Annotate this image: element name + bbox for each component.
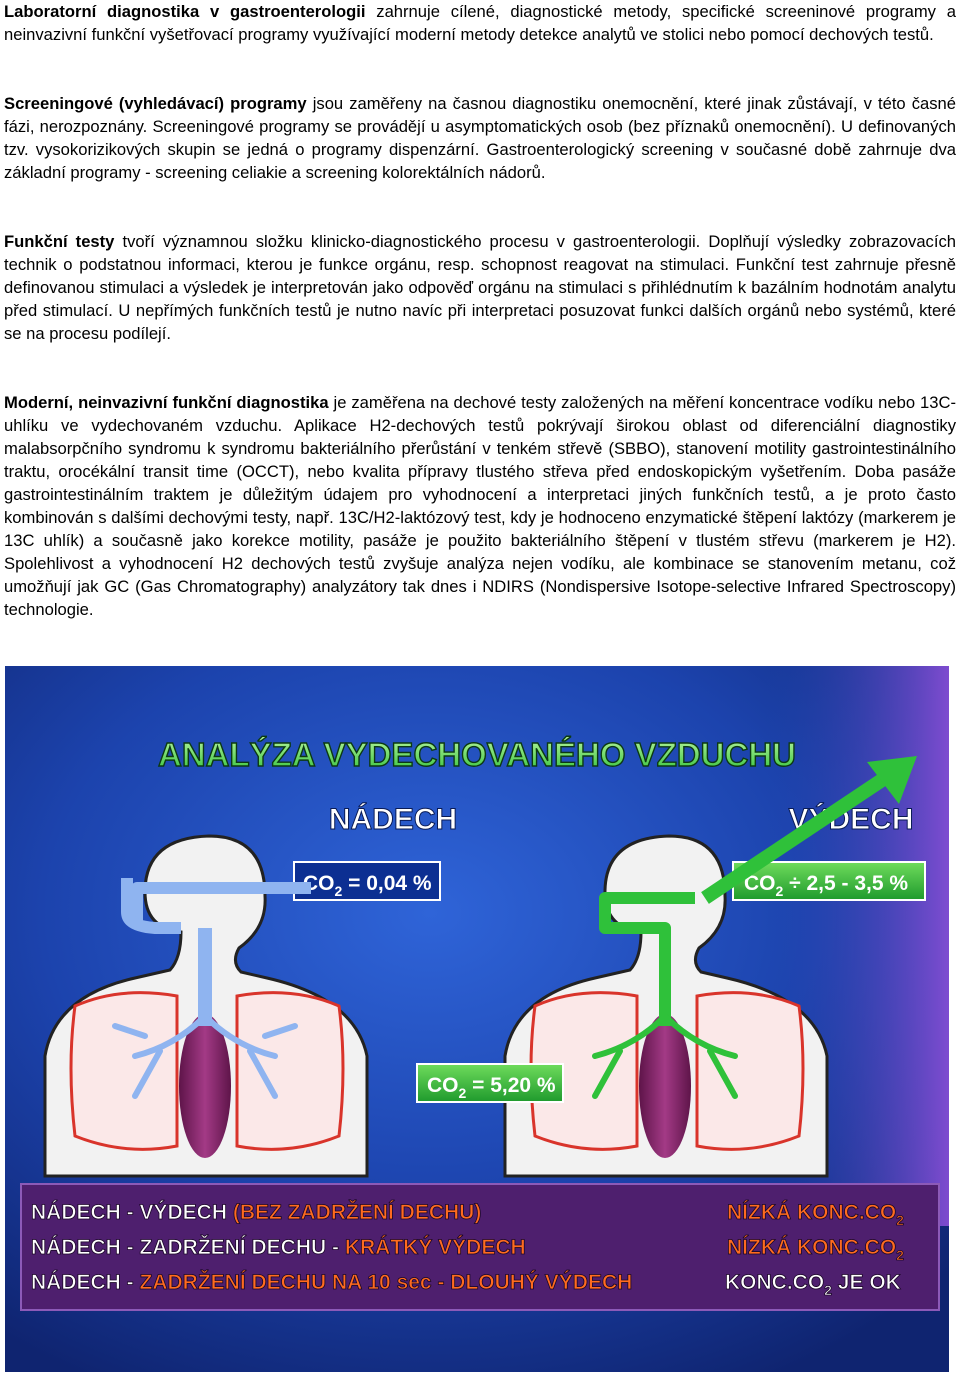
- table-row-highlight: ZADRŽENÍ DECHU NA 10 sec - DLOUHÝ VÝDECH: [139, 1271, 633, 1294]
- paragraph-lead: Screeningové (vyhledávací) programy: [4, 94, 307, 113]
- result-tail: JE OK: [831, 1271, 901, 1294]
- svg-text:CO2 = 5,20 %: [427, 1074, 556, 1101]
- result-text: KONC.CO: [725, 1271, 825, 1294]
- inhale-co2-value: = 0,04 %: [342, 872, 432, 895]
- result-text: NÍZKÁ KONC.CO: [727, 1201, 897, 1224]
- figure-title: ANALÝZA VYDECHOVANÉHO VZDUCHU: [157, 736, 797, 773]
- breath-analysis-figure: [5, 666, 949, 1372]
- result-text: NÍZKÁ KONC.CO: [727, 1236, 897, 1259]
- table-row-result: [725, 1271, 901, 1298]
- table-row-highlight: (BEZ ZADRŽENÍ DECHU): [232, 1201, 482, 1224]
- inhale-co2-box: [294, 862, 440, 900]
- table-row-lead: NÁDECH - ZADRŽENÍ DECHU -: [31, 1236, 345, 1259]
- table-row-highlight: KRÁTKÝ VÝDECH: [344, 1236, 526, 1259]
- svg-text:CO2 = 0,04 %: [303, 872, 432, 899]
- table-row-lead: NÁDECH - VÝDECH: [31, 1201, 233, 1224]
- paragraph-lead: Moderní, neinvazivní funkční diagnostika: [4, 393, 329, 412]
- table-row-result: [727, 1201, 904, 1228]
- svg-text:CO2 ÷ 2,5 - 3,5 %: [744, 872, 908, 899]
- exhale-co2-prefix: CO: [744, 872, 776, 895]
- paragraph-breath-tests: [4, 391, 956, 621]
- paragraph-body: je zaměřena na dechové testy založených na měření koncentrace vodíku nebo 13C-uhlíku ve vydechovaném vzduchu. Aplikace H2-dechových testů pokrývají širokou oblast od diferenciální diagnostiky malabsorpčního syndromu k syndromu bakteriálního přerůstání v tenkém střevě (SBBO), stanovení motility gastrointestinálního traktu, orocékální transit time (OCCT), nebo kvalita přípravy tlustého střeva před endoskopickým vyšetřením. Doba pasáže gastrointestinálním traktem je důležitým údajem pro vyhodnocení a interpretaci jiných funkčních testů, a je proto často kombinován s dalšími dechovými testy, např. 13C/H2-laktózový test, kdy je hodnoceno enzymatické štěpení laktózy (markerem je 13C uhlík) a současně jako korekce motility, pasáže je použito bakteriálního štěpení v tlustém střevu (markerem je H2). Spolehlivost a vyhodnocení H2 dechových testů zvyšuje analýza nejen vodíku, ale kombinace se stanovením metanu, což umožňují jak GC (Gas Chromatography) analyzátory tak dnes i NDIRS (Nondispersive Isotope-selective Infrared Spectroscopy) technologie.: [4, 393, 956, 619]
- paragraph-body: zahrnuje cílené, diagnostické metody, specifické screeninové programy a neinvazivní funkční vyšetřovací programy využívající moderní metody detekce analytů ve stolici nebo pomocí dechových testů.: [4, 2, 956, 44]
- inhale-co2-prefix: CO: [303, 872, 335, 895]
- lung-co2-box: [417, 1064, 563, 1102]
- exhale-co2-sub: 2: [775, 883, 784, 899]
- table-row: [31, 1200, 481, 1224]
- result-sub: 2: [896, 1247, 904, 1263]
- table-row-lead: NÁDECH -: [31, 1271, 140, 1294]
- table-row: [31, 1235, 526, 1259]
- table-row: [31, 1270, 632, 1294]
- lung-co2-sub: 2: [458, 1085, 467, 1101]
- paragraph-body: tvoří významnou složku klinicko-diagnostického procesu v gastroenterologii. Doplňují výsledky zobrazovacích technik o podstatnou informaci, kterou je funkce orgánu, resp. schopnost reagovat na stimulaci. Funkční test zahrnuje přesně definovanou stimulaci a výsledek je interpretován jako odpověď orgánu na stimulaci s přihlédnutím k bazálním hodnotám analytu před stimulací. U nepřímých funkčních testů je nutno navíc při interpretaci posuzovat funkci dalších orgánů nebo systémů, které se na procesu podílejí.: [4, 232, 956, 343]
- inhale-co2-sub: 2: [334, 883, 343, 899]
- inhale-label: NÁDECH: [328, 803, 458, 836]
- lung-co2-value: = 5,20 %: [466, 1074, 556, 1097]
- result-sub: 2: [896, 1212, 904, 1228]
- lung-co2-prefix: CO: [427, 1074, 459, 1097]
- result-sub: 2: [824, 1282, 832, 1298]
- paragraph-lead: Funkční testy: [4, 232, 115, 251]
- paragraph-body: jsou zaměřeny na časnou diagnostiku onemocnění, které jinak zůstávají, v této časné fázi, nerozpoznány. Screeningové programy se provádějí u asymptomatických osob (bez příznaků onemocnění). U definovaných tzv. vysokorizikových skupin se jedná o programy dispenzární. Gastroenterologický screening v současné době zahrnuje dva základní programy - screening celiakie a screening kolorektálních nádorů.: [4, 94, 957, 182]
- exhale-co2-value: ÷ 2,5 - 3,5 %: [783, 872, 909, 895]
- exhale-label: VÝDECH: [788, 803, 914, 836]
- table-row-result: [727, 1236, 904, 1263]
- paragraph-screening: [4, 92, 956, 184]
- paragraph-intro: [4, 0, 956, 46]
- breath-technique-table: [21, 1184, 939, 1310]
- paragraph-function-tests: [4, 230, 956, 345]
- paragraph-lead: Laboratorní diagnostika v gastroenterologii: [4, 2, 366, 21]
